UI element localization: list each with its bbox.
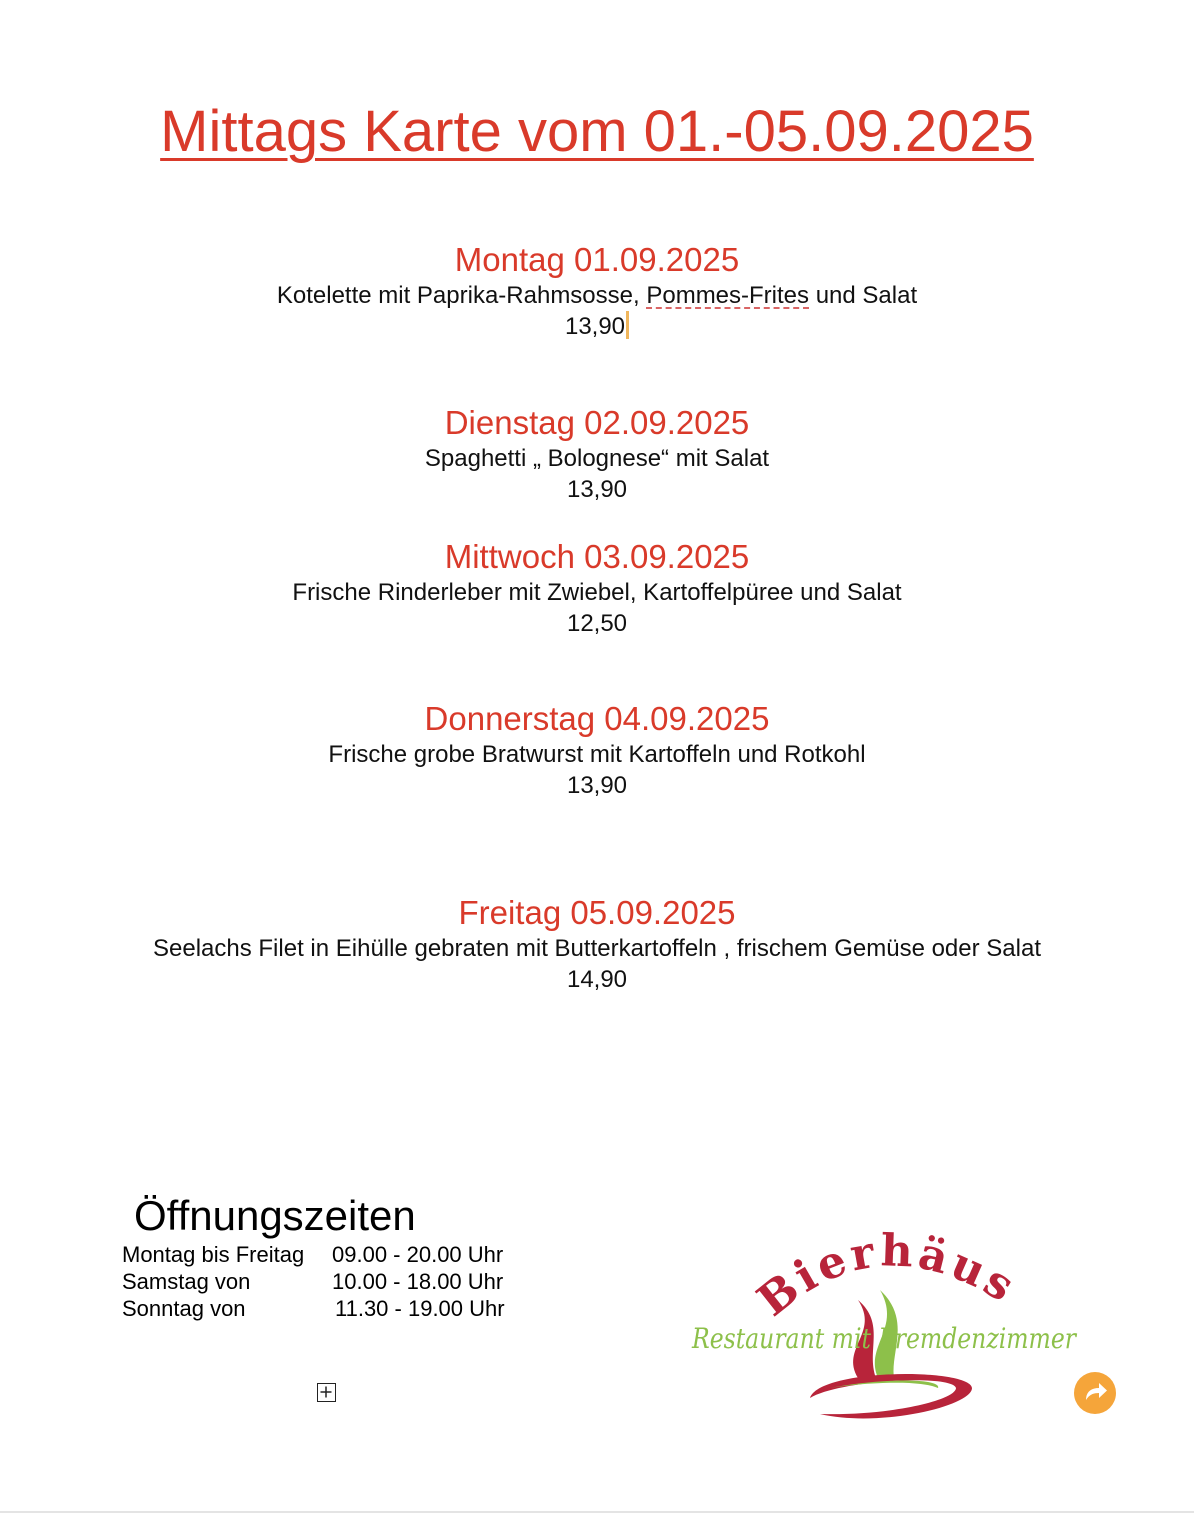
dish-price: 13,90	[566, 772, 628, 799]
opening-hours-row	[122, 1268, 542, 1295]
restaurant-logo	[680, 1228, 1090, 1428]
dish-text: und Salat	[809, 282, 918, 309]
dish-description: Spaghetti „ Bolognese“ mit Salat	[424, 445, 770, 472]
expand-box-icon[interactable]	[317, 1383, 336, 1402]
day-thursday	[0, 699, 1194, 801]
day-friday	[0, 893, 1194, 995]
day-heading: Mittwoch 03.09.2025	[444, 538, 750, 575]
day-heading: Freitag 05.09.2025	[458, 894, 736, 931]
hours-label: Sonntag von	[122, 1296, 246, 1321]
day-heading: Dienstag 02.09.2025	[444, 404, 750, 441]
redo-arrow-icon[interactable]	[1074, 1372, 1116, 1414]
day-monday	[0, 240, 1194, 342]
day-wednesday	[0, 537, 1194, 639]
svg-text:Restaurant mit Fremdenzimmer: Restaurant mit Fremdenzimmer	[691, 1322, 1078, 1355]
day-heading: Montag 01.09.2025	[454, 241, 740, 278]
spellcheck-flagged-word[interactable]: Pommes-Frites	[646, 282, 810, 309]
dish-price	[0, 311, 1194, 342]
dish-price: 13,90	[566, 476, 628, 503]
price-value: 13,90	[564, 313, 626, 340]
dish-description	[0, 280, 1194, 311]
dish-text: Kotelette mit Paprika-Rahmsosse,	[276, 282, 647, 309]
dish-description: Seelachs Filet in Eihülle gebraten mit Butterkartoffeln , frischem Gemüse oder Salat	[153, 935, 1041, 962]
text-cursor	[626, 311, 629, 339]
page-bottom-divider	[0, 1511, 1194, 1513]
opening-hours-row	[122, 1295, 542, 1322]
dish-price: 14,90	[566, 966, 628, 993]
opening-hours-table	[122, 1241, 542, 1322]
hours-time: 11.30 - 19.00 Uhr	[335, 1296, 505, 1321]
page-title: Mittags Karte vom 01.-05.09.2025	[160, 99, 1034, 164]
opening-hours-row	[122, 1241, 542, 1268]
day-tuesday	[0, 403, 1194, 505]
hours-label: Montag bis Freitag	[122, 1242, 305, 1267]
hours-time: 10.00 - 18.00 Uhr	[332, 1269, 504, 1294]
hours-label: Samstag von	[122, 1269, 251, 1294]
dish-description: Frische Rinderleber mit Zwiebel, Kartoffelpüree und Salat	[292, 579, 902, 606]
dish-description: Frische grobe Bratwurst mit Kartoffeln und Rotkohl	[328, 741, 866, 768]
day-heading: Donnerstag 04.09.2025	[424, 700, 770, 737]
dish-price: 12,50	[566, 610, 628, 637]
opening-hours-title: Öffnungszeiten	[134, 1192, 416, 1239]
svg-text:Bierhäusel: Bierhäus	[748, 1228, 1027, 1327]
hours-time: 09.00 - 20.00 Uhr	[332, 1242, 504, 1267]
